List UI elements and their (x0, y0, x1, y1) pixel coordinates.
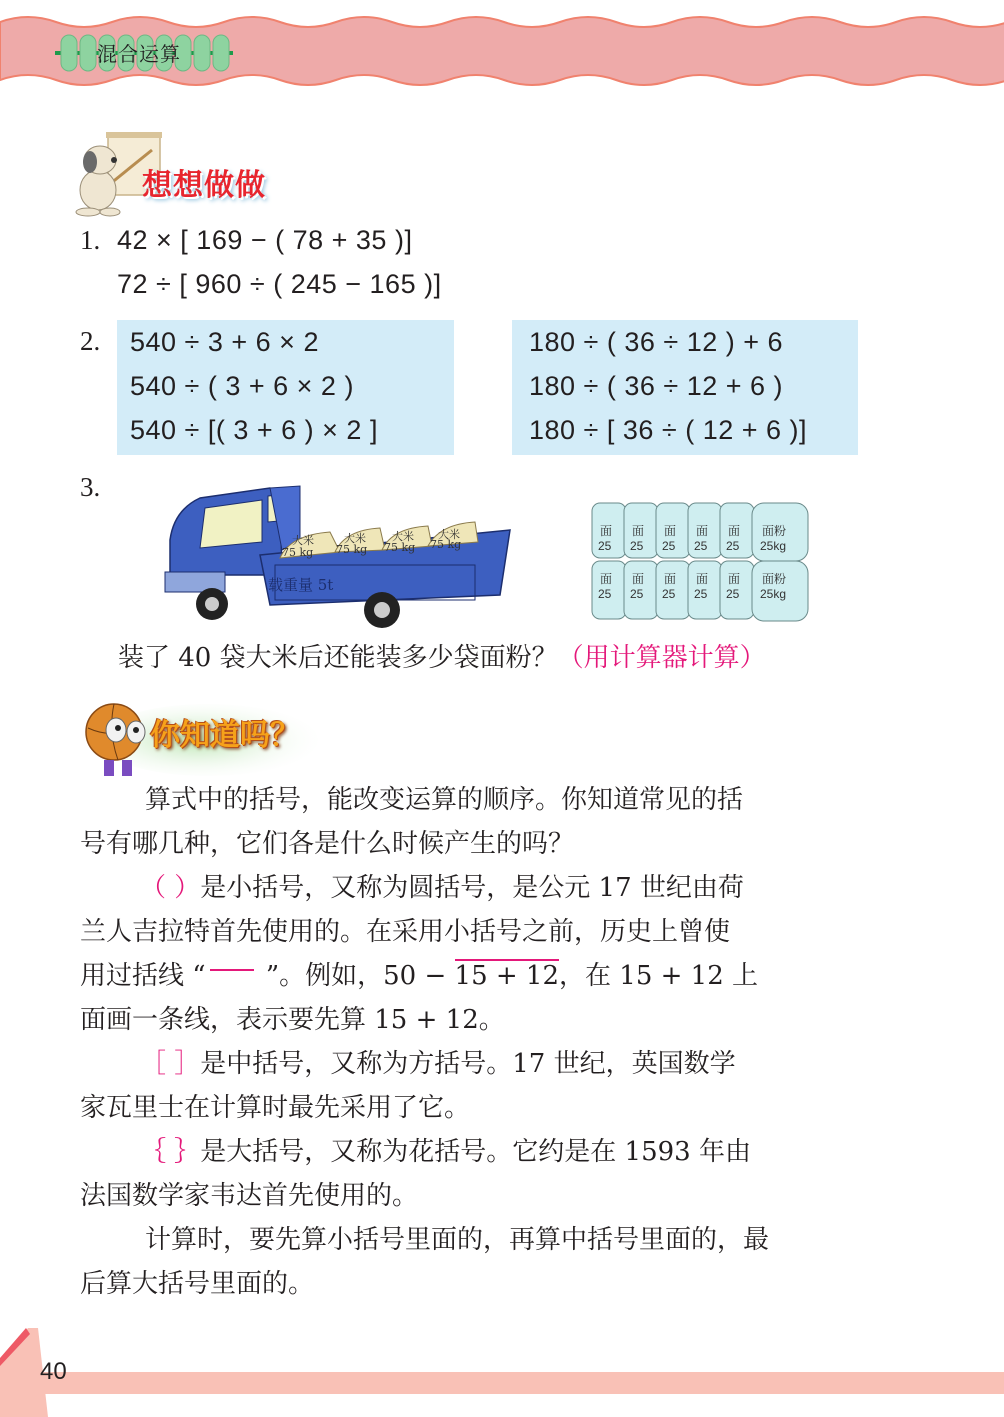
svg-text:25: 25 (630, 539, 644, 553)
dyk-paren-text-1: 是小括号，又称为圆括号，是公元 17 世纪由荷 (200, 873, 744, 903)
svg-text:75 kg: 75 kg (282, 546, 314, 559)
svg-text:25: 25 (662, 539, 676, 553)
question-2-left-expression-2: 540 ÷ ( 3 + 6 × 2 ) (130, 371, 354, 401)
dyk-paren-line-4: 面画一条线，表示要先算 15 + 12。 (80, 1005, 505, 1035)
chapter-title: 混合运算 (97, 42, 181, 66)
svg-text:大米: 大米 (438, 528, 460, 541)
svg-text:25: 25 (598, 587, 612, 601)
question-3-number: 3. (80, 472, 101, 502)
svg-text:面粉: 面粉 (762, 572, 787, 586)
svg-text:25: 25 (726, 539, 740, 553)
svg-text:25: 25 (694, 587, 708, 601)
svg-text:25: 25 (662, 587, 676, 601)
question-2-right-expression-3: 180 ÷ [ 36 ÷ ( 12 + 6 )] (529, 415, 808, 445)
svg-text:面: 面 (664, 524, 677, 538)
dyk-bracket-text-1: 是中括号，又称为方括号。17 世纪，英国数学 (200, 1049, 736, 1079)
parentheses-symbol: （ ） (140, 873, 201, 903)
svg-text:大米: 大米 (344, 532, 366, 545)
dyk-paren-text-3b: ”。例如，50 − (257, 961, 455, 991)
dyk-paren-line-2: 兰人吉拉特首先使用的。在采用小括号之前，历史上曾使 (80, 917, 731, 947)
square-brackets-symbol: ［ ］ (140, 1049, 201, 1079)
truck-capacity-label: 载重量 5t (268, 576, 334, 594)
svg-text:25: 25 (630, 587, 644, 601)
svg-text:面: 面 (632, 572, 645, 586)
svg-text:25kg: 25kg (760, 539, 787, 553)
question-2-left-expression-1: 540 ÷ 3 + 6 × 2 (130, 327, 319, 357)
question-1-expression-1: 42 × [ 169 − ( 78 + 35 )] (117, 225, 413, 255)
truck-illustration-icon (160, 480, 520, 630)
svg-text:75 kg: 75 kg (384, 541, 416, 554)
rice-bag-label: 大米 (292, 534, 314, 547)
svg-text:面: 面 (728, 572, 741, 586)
flour-bags-illustration-icon (590, 495, 830, 630)
dyk-rule-line-2: 后算大括号里面的。 (80, 1269, 315, 1299)
vinculum-example: 15 + 12 (454, 961, 560, 991)
svg-text:面: 面 (632, 524, 645, 538)
svg-text:面: 面 (600, 524, 613, 538)
question-2-left-expression-3: 540 ÷ [( 3 + 6 ) × 2 ] (130, 415, 378, 445)
footer-band (0, 1320, 1004, 1417)
dyk-paren-text-3c: ，在 15 + 12 上 (559, 961, 759, 991)
curly-braces-symbol: ｛ ｝ (140, 1137, 201, 1167)
svg-text:75 kg: 75 kg (430, 538, 462, 551)
dyk-paren-line-3 (80, 954, 758, 998)
dyk-paren-text-3a: 用过括线 “ (80, 961, 206, 991)
svg-text:面: 面 (696, 572, 709, 586)
dyk-brace-text-1: 是大括号，又称为花括号。它约是在 1593 年由 (200, 1137, 751, 1167)
dyk-brace-line-1 (140, 1130, 751, 1174)
dyk-paren-line-1 (140, 866, 744, 910)
section-title-did-you-know: 你知道吗？ (150, 718, 300, 753)
dyk-bracket-line-1 (140, 1042, 736, 1086)
svg-text:25: 25 (694, 539, 708, 553)
svg-text:25kg: 25kg (760, 587, 787, 601)
dyk-brace-line-2: 法国数学家韦达首先使用的。 (80, 1181, 419, 1211)
dyk-intro-line-1: 算式中的括号，能改变运算的顺序。你知道常见的括 (145, 785, 744, 815)
question-2-right-expression-2: 180 ÷ ( 36 ÷ 12 + 6 ) (529, 371, 784, 401)
question-2-number: 2. (80, 326, 101, 356)
svg-text:75 kg: 75 kg (336, 543, 368, 556)
svg-text:面: 面 (664, 572, 677, 586)
vinculum-line-icon (210, 969, 254, 971)
section-title-practice: 想想做做 (142, 168, 266, 203)
svg-text:面: 面 (600, 572, 613, 586)
question-1-number: 1. (80, 225, 101, 255)
svg-text:面: 面 (728, 524, 741, 538)
svg-text:面: 面 (696, 524, 709, 538)
svg-text:25: 25 (726, 587, 740, 601)
svg-text:面粉: 面粉 (762, 524, 787, 538)
svg-text:大米: 大米 (392, 530, 414, 543)
question-2-right-expression-1: 180 ÷ ( 36 ÷ 12 ) + 6 (529, 327, 784, 357)
dyk-intro-line-2: 号有哪几种，它们各是什么时候产生的吗？ (80, 829, 575, 859)
question-1-expression-2: 72 ÷ [ 960 ÷ ( 245 − 165 )] (117, 269, 442, 299)
question-3-calculator-hint: （用计算器计算） (557, 643, 766, 673)
dyk-rule-line-1: 计算时，要先算小括号里面的，再算中括号里面的，最 (145, 1225, 770, 1255)
dyk-bracket-line-2: 家瓦里士在计算时最先采用了它。 (80, 1093, 471, 1123)
question-3-prompt: 装了 40 袋大米后还能装多少袋面粉？ (118, 643, 558, 673)
question-3-text (118, 637, 766, 674)
svg-text:25: 25 (598, 539, 612, 553)
page-number: 40 (40, 1358, 67, 1385)
